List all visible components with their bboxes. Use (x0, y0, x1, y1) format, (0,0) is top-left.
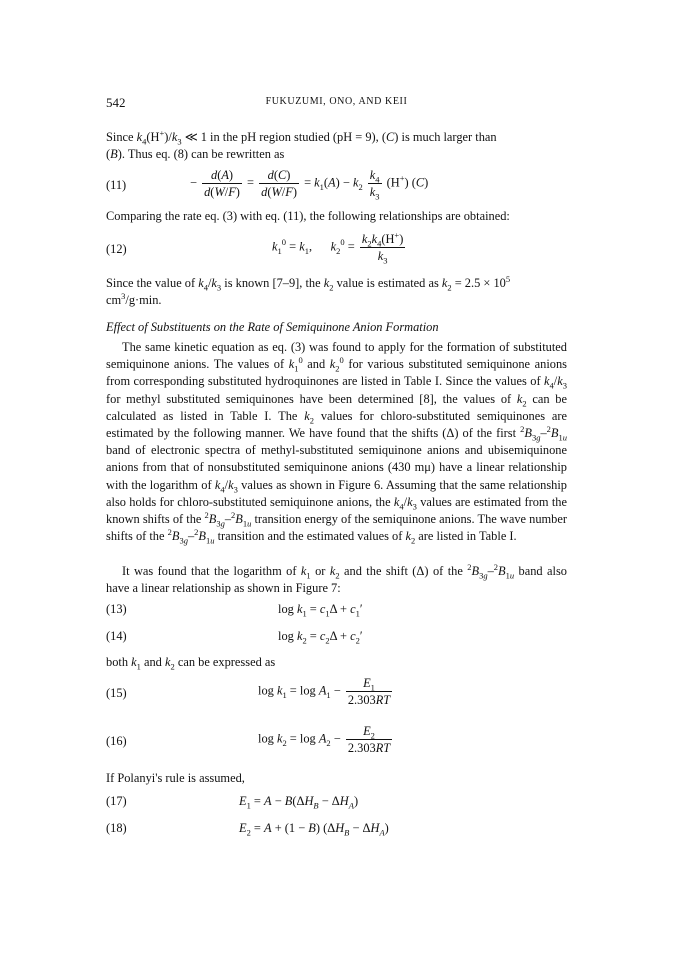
paragraph-comparison: Comparing the rate eq. (3) with eq. (11), the following relationships are obtained: (106, 209, 510, 223)
equation-body: $k_1^0 = k_1$, $k_2^0$ = $\frac{k_2k_4(H^+)}{k_3}$ (272, 229, 404, 266)
equation-13 (106, 602, 567, 620)
equation-number: (17) (106, 794, 127, 808)
equation-number: (16) (106, 734, 127, 748)
equation-body: $E_2 = A + (1 - B) (\Delta H_B - \Delta H_A)$ (239, 821, 389, 838)
paragraph-linear-relationship: It was found that the logarithm of $k_1$ or $k_2$ and the shift (Δ) of the $^2B_{3g}-^2B_{1u}$ band also have a linear relationship as shown in Figure 7: (106, 561, 567, 596)
equation-body: $\log k_1 = c_1\Delta + c_1'$ (278, 602, 363, 619)
page-number: 542 (106, 95, 126, 110)
paragraph-intro-line1: Since $k_4(H^+)/k_3$ ≪ 1 in the pH region studied (pH = 9), (C) is much larger than (106, 127, 497, 147)
equation-body: $\log k_2 = \log A_2$ − $\frac{E_2}{2.303RT}$ (258, 724, 391, 755)
paragraph-k2-value (106, 275, 567, 309)
equation-11 (106, 168, 567, 204)
equation-14 (106, 629, 567, 647)
paragraph-intro-line2: (B). Thus eq. (8) can be rewritten as (106, 147, 285, 162)
equation-body: $\log k_2 = c_2\Delta + c_2'$ (278, 629, 363, 646)
paragraph-k2-value-line1: Since the value of $k_4/k_3$ is known [7–9], the $k_2$ value is estimated as $k_2 = 2.5 \times 10^5$ (106, 273, 511, 293)
running-head: FUKUZUMI, ONO, AND KEII (265, 96, 408, 107)
paragraph-intro (106, 129, 567, 163)
section-title: Effect of Substituents on the Rate of Semiquinone Anion Formation (106, 320, 439, 334)
equation-number: (12) (106, 242, 127, 256)
paragraph-both-expressed: both $k_1$ and $k_2$ can be expressed as (106, 655, 276, 672)
equation-17 (106, 794, 567, 812)
equation-number: (14) (106, 629, 127, 643)
equation-16 (106, 724, 567, 760)
paragraph-k2-value-line2: $cm^3/g\cdot\min$. (106, 291, 162, 308)
equation-18 (106, 821, 567, 839)
paragraph-polanyi: If Polanyi's rule is assumed, (106, 771, 245, 785)
page-header (106, 95, 567, 111)
equation-15 (106, 676, 567, 712)
equation-number: (15) (106, 686, 127, 700)
equation-number: (13) (106, 602, 127, 616)
equation-body: $\log k_1 = \log A_1$ − $\frac{E_1}{2.303RT}$ (258, 676, 391, 707)
equation-number: (11) (106, 178, 127, 192)
equation-12 (106, 229, 567, 268)
equation-number: (18) (106, 821, 127, 835)
paragraph-substituents: The same kinetic equation as eq. (3) was found to apply for the formation of substituted semiquinone anions. The values of $k_1^0$ and $k_2^0$ for various substituted semiquinone anions from corresponding substituted hydroquinones are listed in Table I. Since the values of $k_4/k_3$ for methyl substituted semiquinones have been determined [8], the values of $k_2$ can be calculated as listed in Table I. The $k_2$ values for chloro-substituted semiquinones are estimated by the following manner. We have found that the shifts (Δ) of the first $^2B_{3g}-^2B_{1u}$ band of electronic spectra of methyl-substituted semiquinone anions and ubisemiquinone anions from that of nonsubstituted semiquinone anions (430 mμ) have a linear relationship with the logarithm of $k_4/k_3$ values as shown in Figure 6. Assuming that the same relationship also holds for chloro-substituted semiquinone anions, the $k_4/k_3$ values are estimated from the known shifts of the $^2B_{3g}-^2B_{1u}$ transition energy of the semiquinone anions. The wave number shifts of the $^2B_{3g}-^2B_{1u}$ transition and the estimated values of $k_2$ are listed in Table I. (106, 340, 567, 546)
equation-body: − $\frac{d(A)}{d(W/F)}$ = $\frac{d(C)}{d(W/F)}$ = $k_1(A) - k_2$ $\frac{k_4}{k_3}$ (H+) (C) (190, 168, 429, 202)
equation-body: $E_1 = A - B(\Delta H_B - \Delta H_A)$ (239, 794, 359, 811)
